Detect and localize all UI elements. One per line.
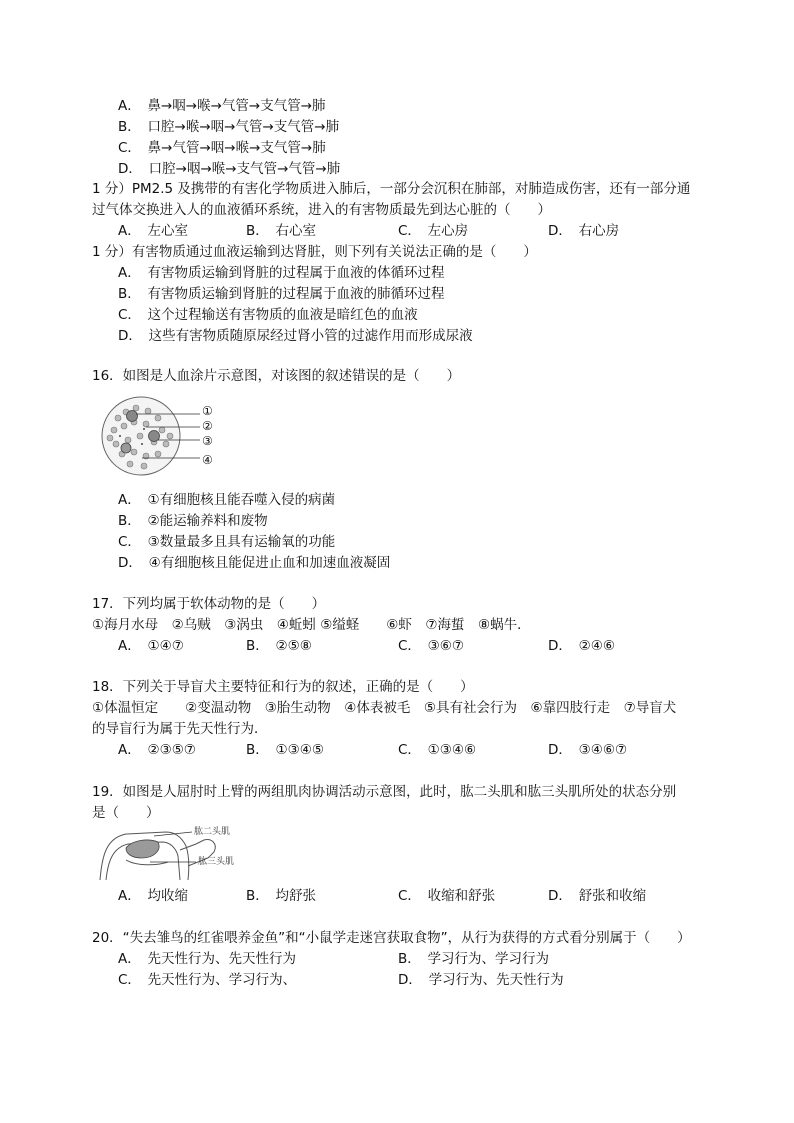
option-a: A． 有害物质运输到肾脏的过程属于血液的体循环过程 <box>118 265 445 281</box>
question-stem: 1 分）有害物质通过血液运输到达肾脏，则下列有关说法正确的是（ ） <box>92 244 537 260</box>
option-b: B． ①③④⑤ <box>246 742 324 758</box>
option-c: C． 这个过程输送有害物质的血液是暗红色的血液 <box>118 307 418 323</box>
option-d: D． 右心房 <box>548 223 620 239</box>
question-19-stem: 19．如图是人屈肘时上臂的两组肌肉协调活动示意图，此时，肱二头肌和肱三头肌所处的状态分别 <box>92 784 677 800</box>
option-a: A． ①④⑦ <box>118 638 184 654</box>
option-a: A． ②③⑤⑦ <box>118 742 196 758</box>
option-b: B． 有害物质运输到肾脏的过程属于血液的肺循环过程 <box>118 286 445 302</box>
option-a: A． 均收缩 <box>118 888 188 904</box>
option-b: B． ②⑤⑧ <box>246 638 312 654</box>
question-16-stem: 16．如图是人血涂片示意图，对该图的叙述错误的是（ ） <box>92 368 461 384</box>
label-4: ④ <box>202 453 213 467</box>
option-b: B． 学习行为、学习行为 <box>398 951 550 967</box>
option-c: C． ③数量最多且具有运输氧的功能 <box>118 534 336 550</box>
option-d: D． 学习行为、先天性行为 <box>398 972 564 988</box>
option-a: A． 鼻→咽→喉→气管→支气管→肺 <box>118 98 326 114</box>
option-d: D． ②④⑥ <box>548 638 615 654</box>
option-d: D． ③④⑥⑦ <box>548 742 628 758</box>
label-triceps: 肱三头肌 <box>198 857 235 867</box>
question-19-stem-cont: 是（ ） <box>92 805 160 821</box>
option-d: D． 口腔→咽→喉→支气管→气管→肺 <box>118 161 341 177</box>
option-c: C． 收缩和舒张 <box>398 888 496 904</box>
question-17-stem: 17．下列均属于软体动物的是（ ） <box>92 596 326 612</box>
question-18-items-cont: 的导盲行为属于先天性行为． <box>92 721 268 737</box>
blood-smear-figure <box>96 396 216 476</box>
option-b: B． 口腔→喉→咽→气管→支气管→肺 <box>118 119 340 135</box>
option-b: B． 右心室 <box>246 223 317 239</box>
option-c: C． 左心房 <box>398 223 469 239</box>
option-b: B． 均舒张 <box>246 888 317 904</box>
option-d: D． ④有细胞核且能促进止血和加速血液凝固 <box>118 555 391 571</box>
label-3: ③ <box>202 434 213 448</box>
option-c: C． ③⑥⑦ <box>398 638 464 654</box>
option-a: A． ①有细胞核且能吞噬入侵的病菌 <box>118 492 336 508</box>
option-c: C． ①③④⑥ <box>398 742 477 758</box>
option-c: C． 鼻→气管→咽→喉→支气管→肺 <box>118 140 326 156</box>
option-d: D． 这些有害物质随原尿经过肾小管的过滤作用而形成尿液 <box>118 328 473 344</box>
question-20-stem: 20．“失去雏鸟的红雀喂养金鱼”和“小鼠学走迷宫获取食物”，从行为获得的方式看分别属于（ ） <box>92 930 691 946</box>
option-a: A． 左心室 <box>118 223 188 239</box>
option-c: C． 先天性行为、学习行为、 <box>118 972 297 988</box>
option-b: B． ②能运输养料和废物 <box>118 513 268 529</box>
label-1: ① <box>202 404 213 418</box>
label-biceps: 肱二头肌 <box>194 827 231 837</box>
question-stem-cont: 过气体交换进入人的血液循环系统，进入的有害物质最先到达心脏的（ ） <box>92 202 551 218</box>
question-stem: 1 分）PM2.5 及携带的有害化学物质进入肺后，一部分会沉积在肺部，对肺造成伤害，还有一部分通 <box>92 181 691 197</box>
question-18-items: ①体温恒定 ②变温动物 ③胎生动物 ④体表被毛 ⑤具有社会行为 ⑥靠四肢行走 ⑦导盲犬 <box>92 700 677 716</box>
question-17-items: ①海月水母 ②乌贼 ③涡虫 ④蚯蚓 ⑤缢蛏 ⑥虾 ⑦海蜇 ⑧蜗牛． <box>92 617 531 633</box>
question-18-stem: 18．下列关于导盲犬主要特征和行为的叙述，正确的是（ ） <box>92 679 474 695</box>
option-d: D． 舒张和收缩 <box>548 888 647 904</box>
option-a: A． 先天性行为、先天性行为 <box>118 951 296 967</box>
label-2: ② <box>202 419 213 433</box>
